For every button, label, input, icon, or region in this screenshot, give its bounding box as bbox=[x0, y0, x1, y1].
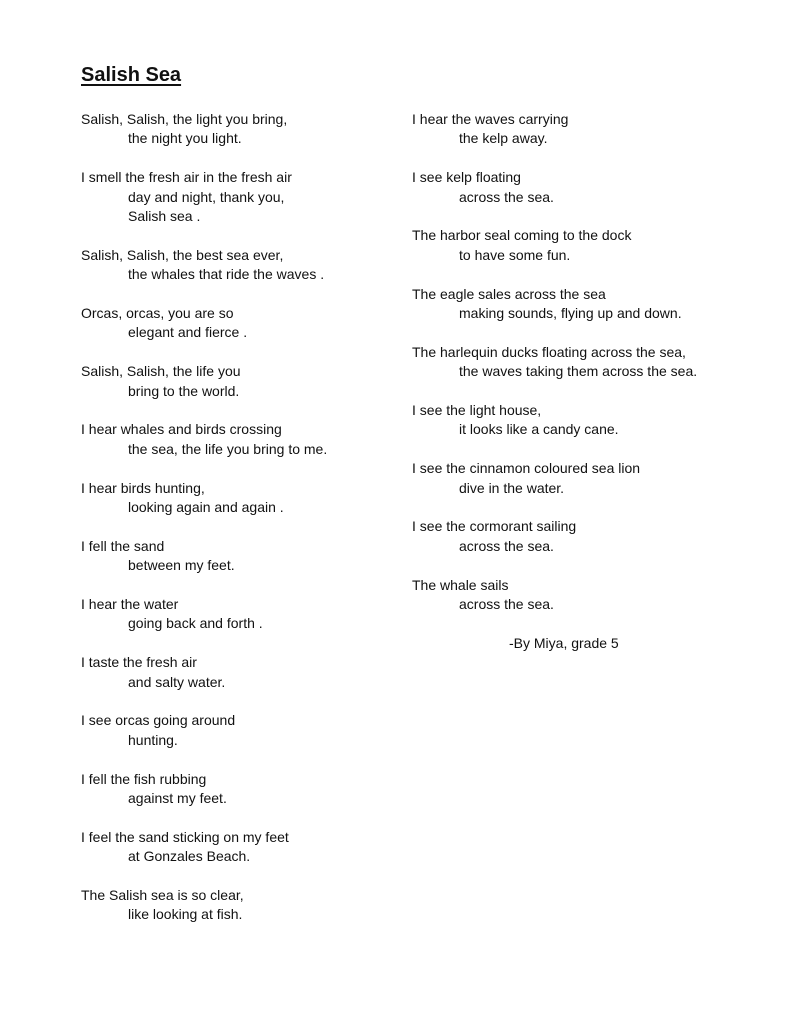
stanza-indented-line: going back and forth . bbox=[128, 615, 263, 632]
stanza-indented-line: and salty water. bbox=[128, 673, 226, 690]
stanza bbox=[412, 401, 752, 440]
stanza bbox=[81, 110, 401, 149]
stanza-first-line: The whale sails bbox=[412, 576, 509, 593]
stanza-indented-line: across the sea. bbox=[459, 537, 554, 554]
stanza-first-line: The harbor seal coming to the dock bbox=[412, 227, 632, 244]
stanza-first-line: I see the light house, bbox=[412, 402, 542, 419]
stanza-first-line: I see orcas going around bbox=[81, 712, 236, 729]
stanza-first-line: I smell the fresh air in the fresh air bbox=[81, 169, 292, 186]
stanza-indented-line: the whales that ride the waves . bbox=[128, 266, 325, 283]
stanza bbox=[81, 479, 401, 518]
stanza-indented-line: hunting. bbox=[128, 731, 178, 748]
stanza bbox=[81, 595, 401, 634]
stanza-indented-line: the kelp away. bbox=[459, 130, 548, 147]
poem-byline: -By Miya, grade 5 bbox=[509, 634, 619, 651]
stanza bbox=[81, 886, 401, 925]
stanza bbox=[412, 168, 752, 207]
stanza-first-line: I see the cormorant sailing bbox=[412, 518, 577, 535]
stanza-indented-line: looking again and again . bbox=[128, 499, 284, 516]
stanza-indented-line: across the sea. bbox=[459, 596, 554, 613]
stanza-indented-line: across the sea. bbox=[459, 188, 554, 205]
stanza-first-line: I feel the sand sticking on my feet bbox=[81, 828, 289, 845]
stanza-indented-line: elegant and fierce . bbox=[128, 324, 248, 341]
poem-title: Salish Sea bbox=[81, 64, 182, 86]
left-column bbox=[81, 110, 401, 944]
stanza bbox=[81, 362, 401, 401]
stanza-first-line: I taste the fresh air bbox=[81, 654, 197, 671]
stanza-first-line: The eagle sales across the sea bbox=[412, 285, 606, 302]
stanza-first-line: Salish, Salish, the light you bring, bbox=[81, 111, 288, 127]
stanza-first-line: I see kelp floating bbox=[412, 169, 521, 186]
stanza bbox=[81, 246, 401, 285]
stanza-indented-line: against my feet. bbox=[128, 790, 227, 807]
stanza-indented-line: day and night, thank you, bbox=[128, 188, 285, 205]
stanza bbox=[81, 537, 401, 576]
stanza-first-line: I hear the waves carrying bbox=[412, 111, 569, 127]
stanza bbox=[412, 110, 752, 149]
stanza-first-line: Salish, Salish, the best sea ever, bbox=[81, 246, 284, 263]
stanza-indented-line: between my feet. bbox=[128, 557, 235, 574]
stanza-first-line: I fell the sand bbox=[81, 537, 165, 554]
stanza-indented-line: the waves taking them across the sea. bbox=[459, 363, 698, 380]
stanza-indented-line: the sea, the life you bring to me. bbox=[128, 440, 328, 457]
stanza-indented-line: dive in the water. bbox=[459, 479, 565, 496]
stanza-first-line: Orcas, orcas, you are so bbox=[81, 305, 234, 322]
stanza-first-line: I see the cinnamon coloured sea lion bbox=[412, 460, 641, 477]
stanza-first-line: I hear birds hunting, bbox=[81, 479, 205, 496]
stanza-first-line: The Salish sea is so clear, bbox=[81, 887, 244, 904]
stanza-indented-line: bring to the world. bbox=[128, 382, 240, 399]
stanza bbox=[81, 653, 401, 692]
stanza bbox=[412, 285, 752, 324]
stanza-first-line: I hear whales and birds crossing bbox=[81, 421, 282, 438]
stanza bbox=[412, 226, 752, 265]
stanza-first-line: The harlequin ducks floating across the sea, bbox=[412, 343, 686, 360]
stanza bbox=[81, 420, 401, 459]
stanza bbox=[412, 459, 752, 498]
stanza bbox=[412, 517, 752, 556]
stanza-indented-line: making sounds, flying up and down. bbox=[459, 305, 682, 322]
stanza-indented-line: the night you light. bbox=[128, 130, 242, 147]
stanza-indented-line: like looking at fish. bbox=[128, 906, 243, 923]
stanza-indented-line: Salish sea . bbox=[128, 208, 201, 225]
stanza-first-line: Salish, Salish, the life you bbox=[81, 363, 241, 380]
stanza bbox=[81, 304, 401, 343]
stanza-indented-line: at Gonzales Beach. bbox=[128, 848, 251, 865]
stanza-first-line: I fell the fish rubbing bbox=[81, 770, 207, 787]
stanza bbox=[81, 711, 401, 750]
stanza bbox=[81, 828, 401, 867]
stanza bbox=[412, 343, 752, 382]
stanza bbox=[412, 576, 752, 615]
stanza-indented-line: to have some fun. bbox=[459, 246, 571, 263]
stanza-first-line: I hear the water bbox=[81, 596, 179, 613]
right-stanzas bbox=[412, 110, 752, 614]
stanza bbox=[81, 770, 401, 809]
stanza bbox=[81, 168, 401, 226]
stanza-indented-line: it looks like a candy cane. bbox=[459, 421, 619, 438]
right-column bbox=[412, 110, 752, 653]
